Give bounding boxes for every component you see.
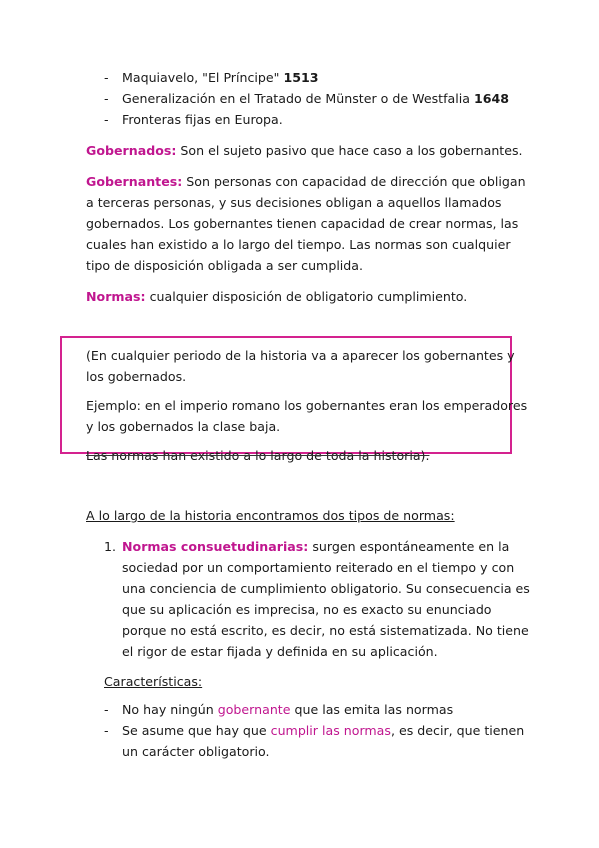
subsection-heading: Características: (104, 674, 203, 689)
note-line: Ejemplo: en el imperio romano los gobernantes eran los emperadores (86, 398, 528, 413)
characteristic-item (122, 723, 524, 739)
definition-text: a terceras personas, y sus decisiones obligan a aquellos llamados (86, 195, 502, 210)
bullet-item (122, 91, 509, 107)
definition-text: gobernados. Los gobernantes tienen capacidad de crear normas, las (86, 216, 519, 231)
bullet-dash: - (104, 70, 109, 85)
section-heading: A lo largo de la historia encontramos dos tipos de normas: (86, 508, 455, 523)
highlighted-term: gobernante (217, 702, 291, 717)
item-text: Se asume que hay que (122, 723, 271, 738)
item-text: No hay ningún (122, 702, 218, 717)
item-text: , es decir, que tienen (390, 723, 525, 738)
definition-text: cualquier disposición de obligatorio cumplimiento. (145, 289, 468, 304)
term-consuetudinarias: Normas consuetudinarias: (122, 539, 309, 554)
bullet-year: 1513 (283, 70, 319, 85)
bullet-dash: - (104, 702, 109, 717)
note-line: (En cualquier periodo de la historia va a aparecer los gobernantes y (86, 348, 515, 363)
definition-text: porque no está escrito, es decir, no está sistematizada. No tiene (122, 623, 529, 638)
bullet-item: Fronteras fijas en Europa. (122, 112, 283, 127)
highlighted-term: cumplir las normas (270, 723, 391, 738)
bullet-dash: - (104, 91, 109, 106)
list-number: 1. (104, 539, 117, 554)
bullet-item (122, 70, 319, 86)
definition-text: Son personas con capacidad de dirección que obligan (182, 174, 526, 189)
definition-text: tipo de disposición obligada a ser cumplida. (86, 258, 364, 273)
bullet-dash: - (104, 112, 109, 127)
definition-normas (86, 289, 467, 305)
term-normas: Normas: (86, 289, 146, 304)
item-text: un carácter obligatorio. (122, 744, 270, 759)
bullet-year: 1648 (473, 91, 509, 106)
item-text: que las emita las normas (290, 702, 454, 717)
definition-text: el rigor de estar fijada y definida en su aplicación. (122, 644, 438, 659)
definition-gobernados (86, 143, 523, 159)
characteristic-item (122, 702, 453, 718)
definition-text: sociedad por un comportamiento reiterado en el tiempo y con (122, 560, 515, 575)
note-line: y los gobernados la clase baja. (86, 419, 281, 434)
bullet-text: Maquiavelo, "El Príncipe" (122, 70, 284, 85)
bullet-dash: - (104, 723, 109, 738)
definition-consuetudinarias (122, 539, 509, 555)
note-line: los gobernados. (86, 369, 187, 384)
term-gobernados: Gobernados: (86, 143, 177, 158)
term-gobernantes: Gobernantes: (86, 174, 183, 189)
definition-text: surgen espontáneamente en la (308, 539, 510, 554)
definition-text: una conciencia de cumplimiento obligatorio. Su consecuencia es (122, 581, 530, 596)
definition-text: Son el sujeto pasivo que hace caso a los gobernantes. (176, 143, 523, 158)
note-line: Las normas han existido a lo largo de toda la historia). (86, 448, 430, 463)
definition-gobernantes (86, 174, 526, 190)
bullet-text: Generalización en el Tratado de Münster o de Westfalia (122, 91, 474, 106)
definition-text: cuales han existido a lo largo del tiempo. Las normas son cualquier (86, 237, 511, 252)
definition-text: que su aplicación es imprecisa, no es exacto su enunciado (122, 602, 492, 617)
